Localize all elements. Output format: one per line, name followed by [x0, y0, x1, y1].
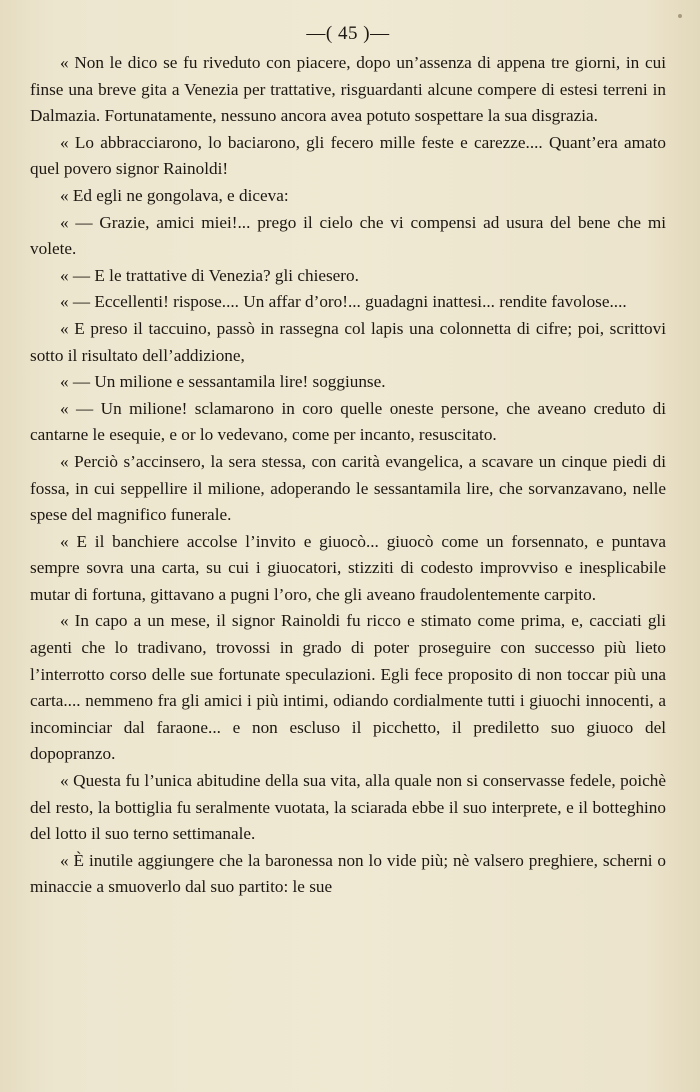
paragraph-3: « Ed egli ne gongolava, e diceva:	[60, 185, 289, 205]
paragraph-1: « Non le dico se fu riveduto con piacere, dopo un’assenza di appena tre giorni, in cui finse una breve gita a Venezia per trattative, risguardanti alcune compere di estesi terreni in Dalmazia. Fortunatamente, nessuno ancora avea potuto sospettare la sua disgrazia.	[30, 53, 666, 126]
paragraph-14: « È inutile aggiungere che la baronessa non lo vide più; nè valsero preghiere, scherni o minaccie a smuoverlo dal suo partito: le sue	[30, 850, 666, 897]
paragraph-10: « Perciò s’accinsero, la sera stessa, con carità evangelica, a scavare un cinque piedi di fossa, in cui seppellire il milione, adoperando le sessantamila lire, che sorvanzavano, nelle spese del magnifico funerale.	[30, 451, 666, 525]
paragraph-12: « In capo a un mese, il signor Rainoldi fu ricco e stimato come prima, e, cacciati gli agenti che lo tradivano, trovossi in grado di poter proseguire con successo più lieto l’interrotto corso delle sue fortunate speculazioni. Egli fece proposito di non toccar più una carta.... nemmeno fra gli amici i più intimi, odiando cordialmente tutti i giuochi innocenti, a incominciar dal faraone... e non escluso il picchetto, il prediletto suo giuoco del dopopranzo.	[30, 611, 666, 764]
paragraph-4: « — Grazie, amici miei!... prego il cielo che vi compensi ad usura del bene che mi volete.	[30, 212, 666, 259]
paragraph-9: « — Un milione! sclamarono in coro quelle oneste persone, che aveano creduto di cantarne le esequie, e or lo vedevano, come per incanto, resuscitato.	[30, 398, 666, 445]
ink-speck	[678, 14, 682, 18]
paragraph-13: « Questa fu l’unica abitudine della sua vita, alla quale non si conservasse fedele, poichè del resto, la bottiglia fu seralmente vuotata, la sciarada ebbe il suo interprete, e il botteghino del lotto il suo terno settimanale.	[30, 771, 666, 844]
paragraph-5: « — E le trattative di Venezia? gli chiesero.	[60, 265, 359, 285]
paragraph-7: « E preso il taccuino, passò in rassegna col lapis una colonnetta di cifre; poi, scrittovi sotto il risultato dell’addizione,	[30, 318, 666, 365]
paragraph-2: « Lo abbracciarono, lo baciarono, gli fecero mille feste e carezze.... Quant’era amato quel povero signor Rainoldi!	[30, 132, 666, 179]
page-number: —( 45 )—	[306, 23, 390, 44]
paragraph-8: « — Un milione e sessantamila lire! soggiunse.	[60, 372, 386, 392]
paragraph-11: « E il banchiere accolse l’invito e giuocò... giuocò come un forsennato, e puntava sempre sovra una carta, su cui i giuocatori, stizziti di codesto improvviso e inesplicabile mutar di fortuna, gittavano a pugni l’oro, che gli aveano fraudolentemente carpito.	[30, 531, 666, 604]
paragraph-6: « — Eccellenti! rispose.... Un affar d’oro!... guadagni inattesi... rendite favolose....	[60, 292, 627, 312]
